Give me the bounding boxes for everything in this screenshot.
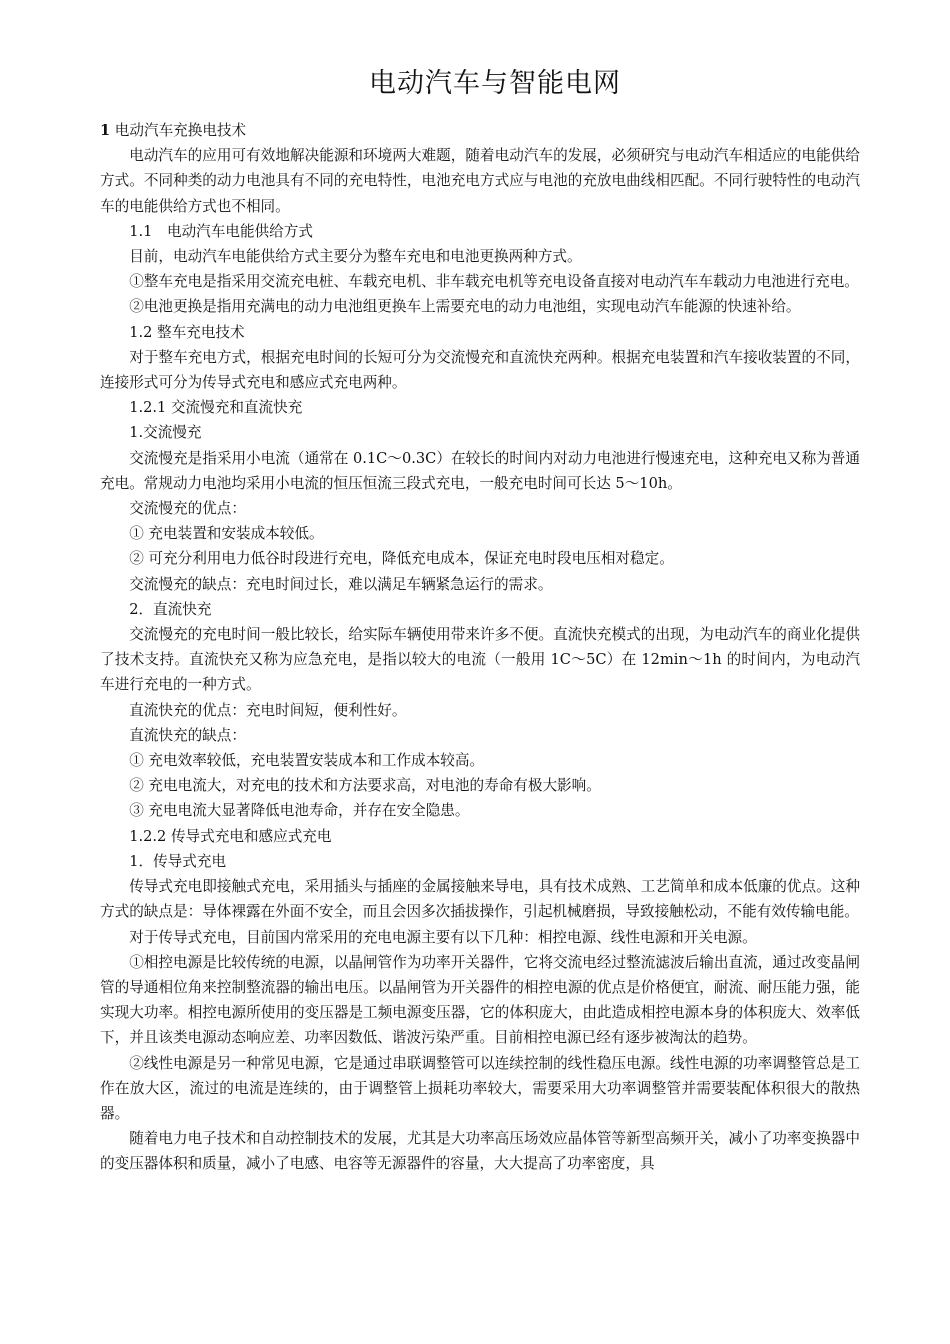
subsection-heading: 1.2 整车充电技术 (129, 323, 245, 341)
paragraph: 交流慢充的缺点：充电时间过长，难以满足车辆紧急运行的需求。 (129, 575, 553, 593)
subsubsection-heading: 1.2.1 交流慢充和直流快充 (129, 399, 303, 417)
paragraph: 直流快充的缺点： (129, 726, 246, 744)
subsubsection-heading: 1.2.2 传导式充电和感应式充电 (129, 827, 332, 845)
list-item: ② 可充分利用电力低谷时段进行充电，降低充电成本，保证充电时段电压相对稳定。 (129, 550, 674, 568)
paragraph: 交流慢充的优点： (129, 500, 246, 518)
paragraph: ①整车充电是指采用交流充电桩、车载充电机、非车载充电机等充电设备直接对电动汽车车载动力电池进行充电。 (129, 273, 859, 291)
document-title: 电动汽车与智能电网 (369, 68, 621, 99)
paragraph: 随着电力电子技术和自动控制技术的发展，尤其是大功率高压场效应晶体管等新型高频开关，减小了功率变换器中的变压器体积和质量，减小了电感、电容等无源器件的容量，大大提高了功率密度，具 (100, 1130, 860, 1173)
document-body (100, 118, 860, 1177)
list-item: ① 充电装置和安装成本较低。 (129, 525, 324, 543)
section-number: 1 (100, 122, 111, 139)
subsubsection-heading: 2．直流快充 (129, 600, 212, 618)
paragraph: ②电池更换是指用充满电的动力电池组更换车上需要充电的动力电池组，实现电动汽车能源的快速补给。 (129, 298, 801, 316)
paragraph: 传导式充电即接触式充电，采用插头与插座的金属接触来导电，具有技术成熟、工艺简单和成本低廉的优点。这种方式的缺点是：导体裸露在外面不安全，而且会因多次插拔操作，引起机械磨损，导致接触松动，不能有效传输电能。 (100, 878, 860, 921)
section-heading-text: 电动汽车充换电技术 (114, 122, 247, 139)
paragraph: 目前，电动汽车电能供给方式主要分为整车充电和电池更换两种方式。 (129, 248, 582, 266)
paragraph: 电动汽车的应用可有效地解决能源和环境两大难题，随着电动汽车的发展，必须研究与电动汽车相适应的电能供给方式。不同种类的动力电池具有不同的充电特性，电池充电方式应与电池的充放电曲线相匹配。不同行驶特性的电动汽车的电能供给方式也不相同。 (100, 147, 860, 215)
paragraph: 对于传导式充电，目前国内常采用的充电电源主要有以下几种：相控电源、线性电源和开关电源。 (129, 928, 757, 946)
paragraph: 交流慢充的充电时间一般比较长，给实际车辆使用带来许多不便。直流快充模式的出现，为电动汽车的商业化提供了技术支持。直流快充又称为应急充电，是指以较大的电流（一般用 1C～5C）在 12min～1h 的时间内，为电动汽车进行充电的一种方式。 (100, 626, 860, 694)
paragraph: ①相控电源是比较传统的电源，以晶闸管作为功率开关器件，它将交流电经过整流滤波后输出直流，通过改变晶闸管的导通相位角来控制整流器的输出电压。以晶闸管为开关器件的相控电源的优点是价格便宜，耐流、耐压能力强，能实现大功率。相控电源所使用的变压器是工频电源变压器，它的体积庞大，由此造成相控电源本身的体积庞大、效率低下，并且该类电源动态响应差、功率因数低、谐波污染严重。目前相控电源已经有逐步被淘汰的趋势。 (100, 953, 860, 1047)
list-item: ① 充电效率较低，充电装置安装成本和工作成本较高。 (129, 752, 485, 770)
subsubsection-heading: 1．传导式充电 (129, 852, 227, 870)
list-item: ③ 充电电流大显著降低电池寿命，并存在安全隐患。 (129, 802, 470, 820)
subsection-heading: 1.1 电动汽车电能供给方式 (129, 222, 313, 240)
paragraph: 对于整车充电方式，根据充电时间的长短可分为交流慢充和直流快充两种。根据充电装置和汽车接收装置的不同，连接形式可分为传导式充电和感应式充电两种。 (100, 348, 860, 392)
paragraph: 直流快充的优点：充电时间短，便利性好。 (129, 701, 407, 719)
paragraph: 交流慢充是指采用小电流（通常在 0.1C～0.3C）在较长的时间内对动力电池进行慢速充电，这种充电又称为普通充电。常规动力电池均采用小电流的恒压恒流三段式充电，一般充电时间可长达 5～10h。 (100, 449, 860, 492)
paragraph: ②线性电源是另一种常见电源，它是通过串联调整管可以连续控制的线性稳压电源。线性电源的功率调整管总是工作在放大区，流过的电流是连续的，由于调整管上损耗功率较大，需要采用大功率调整管并需要装配体积很大的散热器。 (100, 1054, 860, 1122)
subsubsection-heading: 1.交流慢充 (129, 424, 202, 442)
list-item: ② 充电电流大，对充电的技术和方法要求高，对电池的寿命有极大影响。 (129, 777, 601, 795)
section-heading (100, 118, 860, 143)
